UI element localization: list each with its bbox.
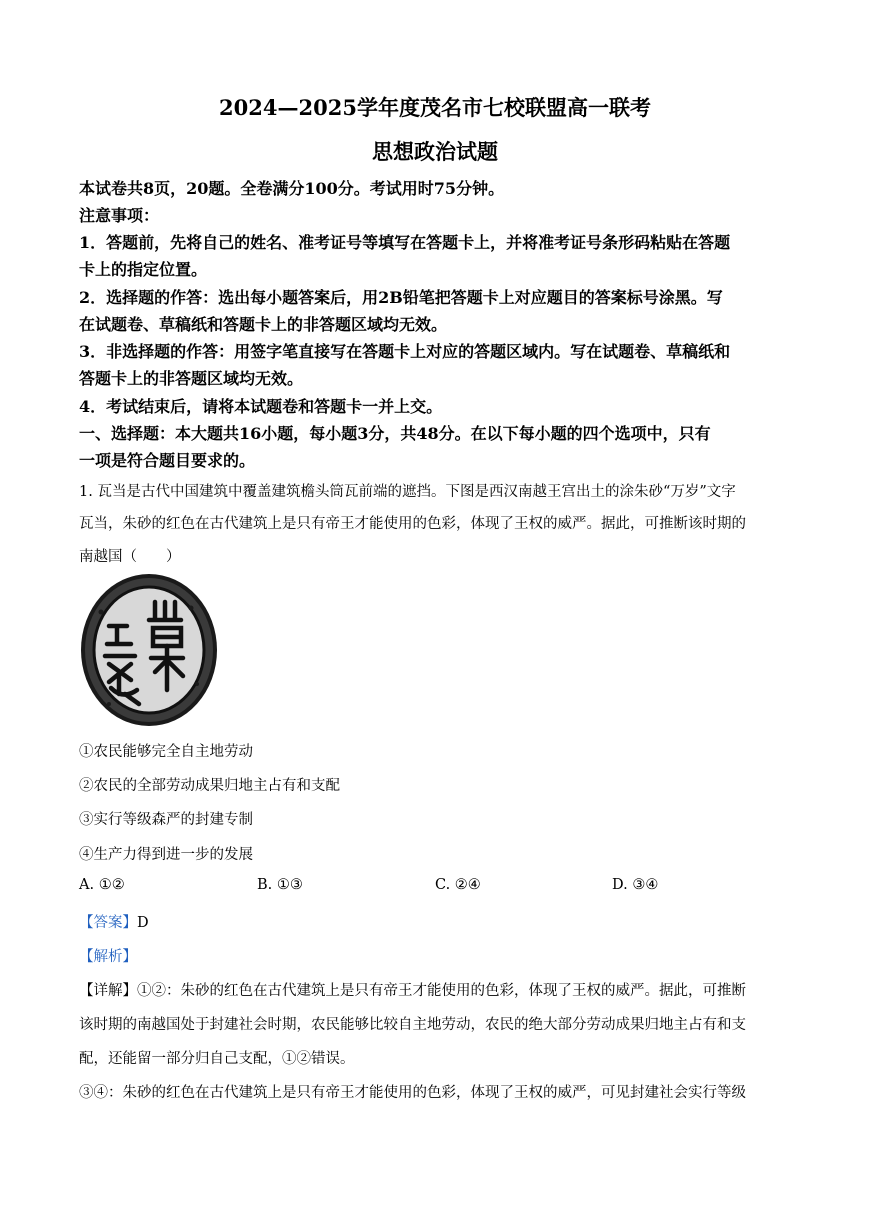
notice-3-line-1: 3．非选择题的作答：用签字笔直接写在答题卡上对应的答题区域内。写在试题卷、草稿纸和 [79,342,731,361]
notice-2-line-2: 在试题卷、草稿纸和答题卡上的非答题区域均无效。 [79,315,448,334]
answer-label: 【答案】 [79,915,137,931]
notice-4: 4．考试结束后，请将本试题卷和答题卡一并上交。 [79,397,443,416]
option-a: A. ①② [79,877,125,893]
wadang-tile-image [79,572,219,728]
answer-value: D [137,915,149,931]
statement-2: ②农民的全部劳动成果归地主占有和支配 [79,778,340,794]
detail-line-2: 该时期的南越国处于封建社会时期，农民能够比较自主地劳动，农民的绝大部分劳动成果归地主占有和支 [79,1017,746,1033]
statement-1: ①农民能够完全自主地劳动 [79,744,253,760]
exam-subtitle: 思想政治试题 [372,139,498,164]
question-1-stem-line-3: 南越国（ ） [79,549,181,565]
notice-2-line-1: 2．选择题的作答：选出每小题答案后，用2B铅笔把答题卡上对应题目的答案标号涂黑。写 [79,288,723,307]
notice-1-line-1: 1．答题前，先将自己的姓名、准考证号等填写在答题卡上，并将准考证号条形码粘贴在答题 [79,233,731,252]
notice-3-line-2: 答题卡上的非答题区域均无效。 [79,369,304,388]
exam-info: 本试卷共8页，20题。全卷满分100分。考试用时75分钟。 [79,179,505,198]
option-d: D. ③④ [612,877,659,893]
option-c: C. ②④ [435,877,481,893]
section-1-heading-line-2: 一项是符合题目要求的。 [79,451,256,470]
section-1-heading-line-1: 一、选择题：本大题共16小题，每小题3分，共48分。在以下每小题的四个选项中，只有 [79,424,711,443]
question-1-stem-line-2: 瓦当，朱砂的红色在古代建筑上是只有帝王才能使用的色彩，体现了王权的威严。据此，可推断该时期的 [79,516,746,532]
detail-text-1: ①②：朱砂的红色在古代建筑上是只有帝王才能使用的色彩，体现了王权的威严。据此，可推断 [137,983,746,999]
option-b: B. ①③ [257,877,303,893]
exam-title: 2024—2025学年度茂名市七校联盟高一联考 [219,95,651,120]
answer-line [79,911,799,932]
statement-3: ③实行等级森严的封建专制 [79,812,253,828]
notice-heading: 注意事项： [79,206,160,225]
detail-line-1 [79,979,799,1000]
analysis-label [79,945,799,966]
statement-4: ④生产力得到进一步的发展 [79,847,253,863]
question-1-stem-line-1: 1. 瓦当是古代中国建筑中覆盖建筑檐头筒瓦前端的遮挡。下图是西汉南越王宫出土的涂朱砂“万岁”文字 [79,484,736,500]
analysis-label-text: 【解析】 [79,949,137,965]
notice-1-line-2: 卡上的指定位置。 [79,260,208,279]
detail-line-3: 配，还能留一部分归自己支配，①②错误。 [79,1051,355,1067]
detail-label: 【详解】 [79,983,137,999]
detail-line-4: ③④：朱砂的红色在古代建筑上是只有帝王才能使用的色彩，体现了王权的威严，可见封建社会实行等级 [79,1085,746,1101]
